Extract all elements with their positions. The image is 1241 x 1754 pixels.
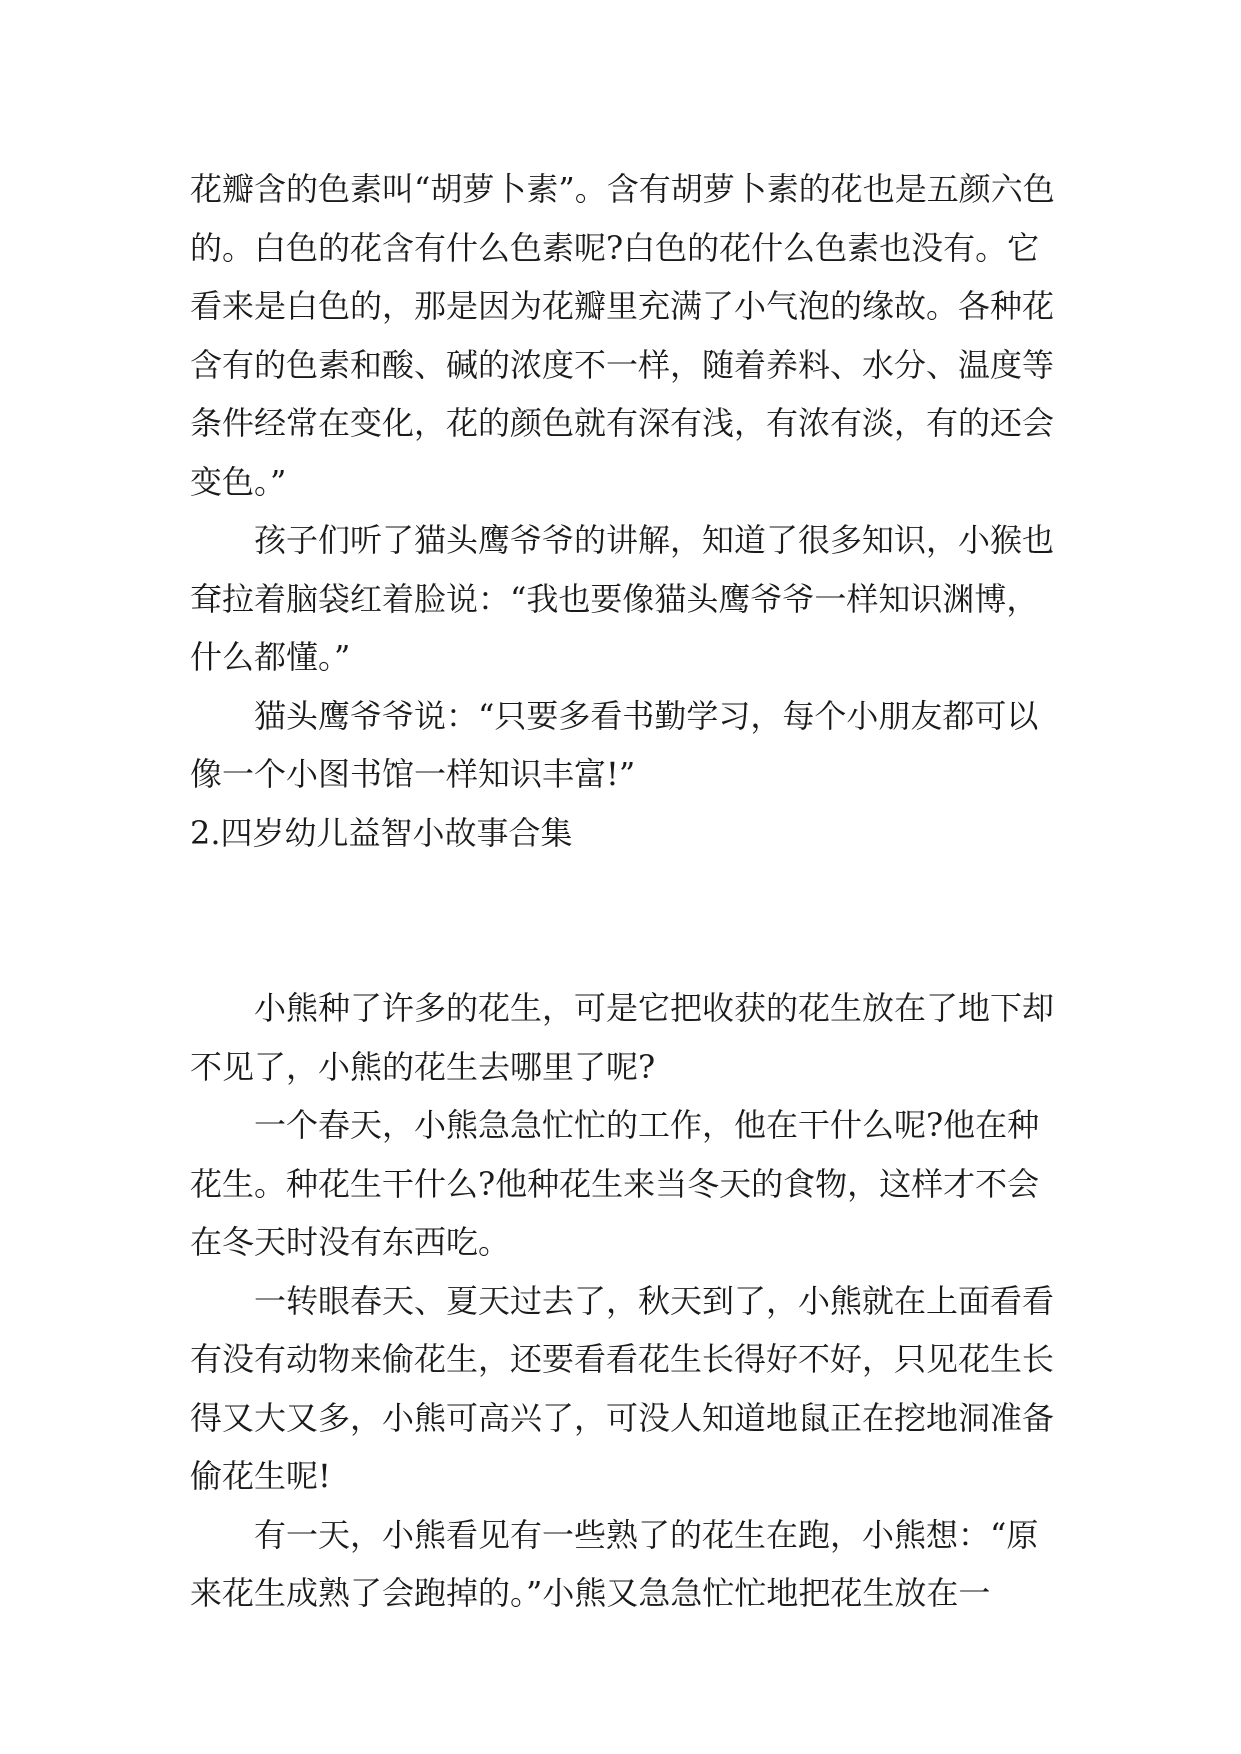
paragraph-spring-planting: 一个春天，小熊急急忙忙的工作，他在干什么呢?他在种花生。种花生干什么?他种花生来当冬天的食物，这样才不会在冬天时没有东西吃。 [190, 1106, 1040, 1261]
paragraph-owl-advice: 猫头鹰爷爷说：“只要多看书勤学习，每个小朋友都可以像一个小图书馆一样知识丰富!” [190, 696, 1039, 793]
document-page [190, 160, 1060, 1623]
section-heading: 2.四岁幼儿益智小故事合集 [190, 813, 573, 852]
paragraph-children-listen: 孩子们听了猫头鹰爷爷的讲解，知道了很多知识，小猴也耷拉着脑袋红着脸说：“我也要像猫头鹰爷爷一样知识渊博，什么都懂。” [190, 521, 1055, 676]
paragraph-running-peanuts: 有一天，小熊看见有一些熟了的花生在跑，小熊想：“原来花生成熟了会跑掉的。”小熊又急急忙忙地把花生放在一 [190, 1515, 1039, 1612]
paragraph-bear-peanuts: 小熊种了许多的花生，可是它把收获的花生放在了地下却不见了，小熊的花生去哪里了呢? [190, 989, 1055, 1086]
paragraph-flower-pigment: 花瓣含的色素叫“胡萝卜素”。含有胡萝卜素的花也是五颜六色的。白色的花含有什么色素呢?白色的花什么色素也没有。它看来是白色的，那是因为花瓣里充满了小气泡的缘故。各种花含有的色素和酸、碱的浓度不一样，随着养料、水分、温度等条件经常在变化，花的颜色就有深有浅，有浓有淡，有的还会变色。” [190, 170, 1055, 501]
section-spacer [190, 862, 1060, 979]
paragraph-autumn-harvest: 一转眼春天、夏天过去了，秋天到了，小熊就在上面看看有没有动物来偷花生，还要看看花生长得好不好，只见花生长得又大又多，小熊可高兴了，可没人知道地鼠正在挖地洞准备偷花生呢! [190, 1281, 1055, 1495]
